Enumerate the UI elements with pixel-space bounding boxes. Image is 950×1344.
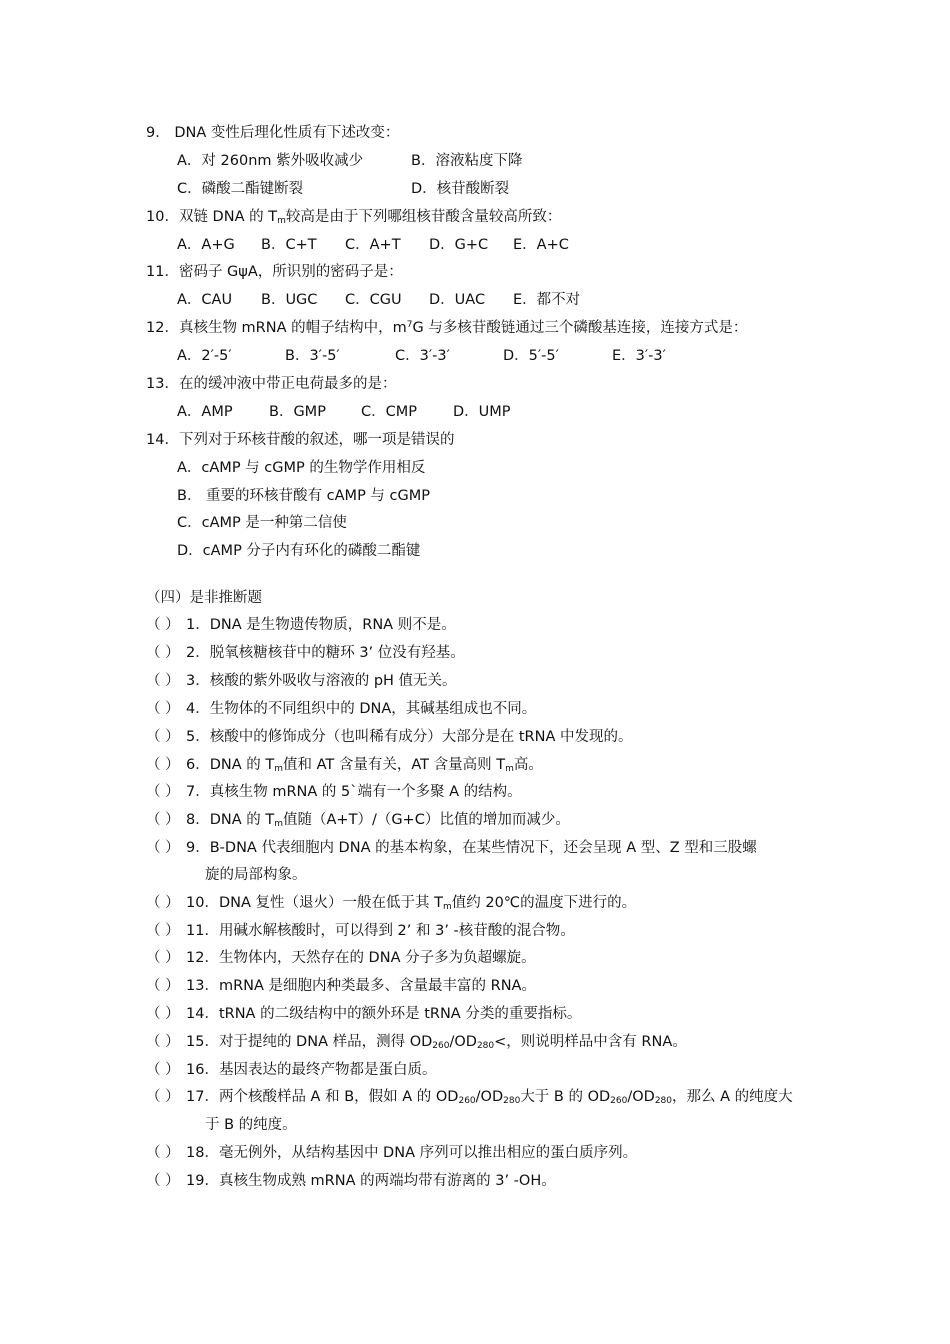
question-13-option-a: A．AMP xyxy=(177,404,233,420)
question-9-option-d: D．核苷酸断裂 xyxy=(411,181,510,197)
question-11-option-d: D．UAC xyxy=(429,292,486,308)
question-13-options xyxy=(177,402,511,422)
judgment-item-11 xyxy=(146,921,575,941)
judgment-item-9-continuation: 旋的局部构象。 xyxy=(205,867,307,883)
question-9-option-c: C．磷酸二酯键断裂 xyxy=(177,181,304,197)
question-12-stem-part: 12．真核生物 mRNA 的帽子结构中，m xyxy=(146,320,407,336)
question-14-stem: 14．下列对于环核苷酸的叙述，哪一项是错误的 xyxy=(146,432,455,448)
answer-blank: （ ） xyxy=(146,895,180,911)
item-text: 值约 20℃的温度下进行的。 xyxy=(451,895,637,911)
answer-blank: （ ） xyxy=(146,1062,180,1078)
judgment-item-4 xyxy=(146,699,536,719)
subscript: m xyxy=(277,216,286,226)
question-10-stem xyxy=(146,207,561,227)
item-text: 大于 B 的 OD xyxy=(520,1089,611,1105)
item-text: 16．基因表达的最终产物都是蛋白质。 xyxy=(186,1062,437,1078)
item-text: 17．两个核酸样品 A 和 B，假如 A 的 OD xyxy=(186,1089,459,1105)
question-10-option-e: E．A+C xyxy=(513,237,569,253)
item-text: 5．核酸中的修饰成分（也叫稀有成分）大部分是在 tRNA 中发现的。 xyxy=(186,729,633,745)
question-12-option-b: B．3′-5′ xyxy=(285,348,340,364)
section-4-heading: （四）是非推断题 xyxy=(146,590,262,606)
item-text: ，那么 A 的纯度大 xyxy=(672,1089,793,1105)
judgment-item-2 xyxy=(146,643,465,663)
subscript: m xyxy=(274,764,284,774)
item-text: 7．真核生物 mRNA 的 5`端有一个多聚 A 的结构。 xyxy=(186,784,522,800)
answer-blank: （ ） xyxy=(146,701,180,717)
subscript: 260 xyxy=(610,1096,628,1106)
item-text: 值和 AT 含量有关，AT 含量高则 T xyxy=(283,757,506,773)
question-12-options xyxy=(177,346,666,366)
question-11-option-b: B．UGC xyxy=(261,292,318,308)
item-text: 14．tRNA 的二级结构中的额外环是 tRNA 分类的重要指标。 xyxy=(186,1006,582,1022)
question-10-stem-part: 10．双链 DNA 的 T xyxy=(146,209,278,225)
question-13-option-c: C．CMP xyxy=(361,404,418,420)
item-text: 9．B-DNA 代表细胞内 DNA 的基本构象，在某些情况下，还会呈现 A 型、Z 型和三股螺 xyxy=(186,840,757,856)
superscript: 7 xyxy=(406,320,413,330)
judgment-item-15 xyxy=(146,1032,687,1052)
item-text: 高。 xyxy=(513,757,543,773)
item-text: 19．真核生物成熟 mRNA 的两端均带有游离的 3’ -OH。 xyxy=(186,1173,556,1189)
item-text: /OD xyxy=(475,1089,504,1105)
answer-blank: （ ） xyxy=(146,978,180,994)
question-12-option-c: C．3′-3′ xyxy=(395,348,450,364)
judgment-item-13 xyxy=(146,976,536,996)
item-text: 2．脱氧核糖核苷中的糖环 3’ 位没有羟基。 xyxy=(186,645,465,661)
answer-blank: （ ） xyxy=(146,645,180,661)
item-text: 15．对于提纯的 DNA 样品，测得 OD xyxy=(186,1034,433,1050)
question-12-option-d: D．5′-5′ xyxy=(503,348,559,364)
question-11-stem: 11．密码子 GψA，所识别的密码子是： xyxy=(146,264,403,280)
item-text: /OD xyxy=(627,1089,655,1105)
judgment-item-7 xyxy=(146,782,522,802)
judgment-item-19 xyxy=(146,1171,556,1191)
question-10-options xyxy=(177,235,569,255)
answer-blank: （ ） xyxy=(146,950,180,966)
judgment-item-16 xyxy=(146,1060,436,1080)
question-14-option-d: D．cAMP 分子内有环化的磷酸二酯键 xyxy=(177,543,421,559)
answer-blank: （ ） xyxy=(146,757,180,773)
question-13-option-d: D．UMP xyxy=(453,404,511,420)
subscript: 280 xyxy=(654,1096,673,1106)
item-text: 值随（A+T）/（G+C）比值的增加而减少。 xyxy=(283,812,570,828)
question-13-stem: 13．在的缓冲液中带正电荷最多的是： xyxy=(146,376,397,392)
question-11-option-a: A．CAU xyxy=(177,292,233,308)
item-text: /OD xyxy=(449,1034,477,1050)
question-11-options xyxy=(177,290,581,310)
judgment-item-3 xyxy=(146,671,457,691)
item-text: 13．mRNA 是细胞内种类最多、含量最丰富的 RNA。 xyxy=(186,978,536,994)
judgment-item-17-continuation: 于 B 的纯度。 xyxy=(205,1117,297,1133)
question-10-option-d: D．G+C xyxy=(429,237,489,253)
judgment-item-12 xyxy=(146,948,536,968)
answer-blank: （ ） xyxy=(146,1173,180,1189)
question-12-stem xyxy=(146,318,747,338)
answer-blank: （ ） xyxy=(146,812,180,828)
item-text: 10．DNA 复性（退火）一般在低于其 T xyxy=(186,895,443,911)
answer-blank: （ ） xyxy=(146,784,180,800)
answer-blank: （ ） xyxy=(146,840,180,856)
question-9-stem: 9． DNA 变性后理化性质有下述改变： xyxy=(146,125,400,141)
answer-blank: （ ） xyxy=(146,1034,180,1050)
question-12-option-e: E．3′-3′ xyxy=(612,348,666,364)
judgment-item-6 xyxy=(146,755,543,775)
item-text: 4．生物体的不同组织中的 DNA，其碱基组成也不同。 xyxy=(186,701,537,717)
question-10-option-b: B．C+T xyxy=(261,237,317,253)
subscript: m xyxy=(505,764,514,774)
question-10-option-a: A．A+G xyxy=(177,237,235,253)
answer-blank: （ ） xyxy=(146,1006,180,1022)
judgment-item-14 xyxy=(146,1004,581,1024)
judgment-item-18 xyxy=(146,1143,637,1163)
subscript: m xyxy=(442,902,452,912)
item-text: 8．DNA 的 T xyxy=(186,812,275,828)
question-14-option-b: B． 重要的环核苷酸有 cAMP 与 cGMP xyxy=(177,488,430,504)
question-9-option-a: A．对 260nm 紫外吸收减少 xyxy=(177,153,364,169)
answer-blank: （ ） xyxy=(146,729,180,745)
question-11-option-c: C．CGU xyxy=(345,292,402,308)
question-13-option-b: B．GMP xyxy=(269,404,326,420)
item-text: <，则说明样品中含有 RNA。 xyxy=(494,1034,687,1050)
answer-blank: （ ） xyxy=(146,1089,180,1105)
judgment-item-17 xyxy=(146,1087,793,1107)
item-text: 1．DNA 是生物遗传物质，RNA 则不是。 xyxy=(186,617,456,633)
subscript: 260 xyxy=(458,1096,476,1106)
answer-blank: （ ） xyxy=(146,617,180,633)
judgment-item-5 xyxy=(146,727,632,747)
answer-blank: （ ） xyxy=(146,673,180,689)
judgment-item-1 xyxy=(146,615,456,635)
question-10-option-c: C．A+T xyxy=(345,237,401,253)
judgment-item-8 xyxy=(146,810,570,830)
subscript: 280 xyxy=(476,1041,495,1051)
item-text: 11．用碱水解核酸时，可以得到 2’ 和 3’ -核苷酸的混合物。 xyxy=(186,923,575,939)
item-text: 3．核酸的紫外吸收与溶液的 pH 值无关。 xyxy=(186,673,457,689)
question-14-option-a: A．cAMP 与 cGMP 的生物学作用相反 xyxy=(177,460,426,476)
subscript: 280 xyxy=(503,1096,521,1106)
item-text: 6．DNA 的 T xyxy=(186,757,275,773)
question-14-option-c: C．cAMP 是一种第二信使 xyxy=(177,515,347,531)
question-10-stem-part: 较高是由于下列哪组核苷酸含量较高所致： xyxy=(285,209,562,225)
subscript: 260 xyxy=(432,1041,450,1051)
judgment-item-10 xyxy=(146,893,636,913)
question-9-option-b: B．溶液粘度下降 xyxy=(411,153,523,169)
item-text: 12．生物体内，天然存在的 DNA 分子多为负超螺旋。 xyxy=(186,950,536,966)
answer-blank: （ ） xyxy=(146,923,180,939)
question-12-stem-part: G 与多核苷酸链通过三个磷酸基连接，连接方式是： xyxy=(412,320,748,336)
question-12-option-a: A．2′-5′ xyxy=(177,348,232,364)
question-11-option-e: E．都不对 xyxy=(513,292,581,308)
subscript: m xyxy=(274,819,284,829)
judgment-item-9 xyxy=(146,838,757,858)
item-text: 18．毫无例外，从结构基因中 DNA 序列可以推出相应的蛋白质序列。 xyxy=(186,1145,638,1161)
answer-blank: （ ） xyxy=(146,1145,180,1161)
